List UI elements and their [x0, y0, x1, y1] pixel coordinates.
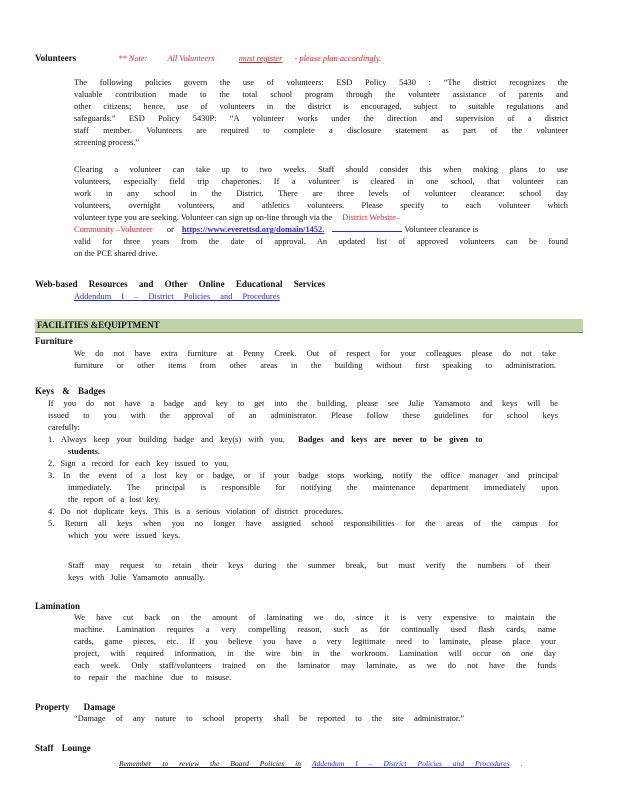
furniture-paragraph [74, 348, 556, 372]
addendum-link-footer[interactable]: Addendum I – District Policies and Procedures [311, 759, 510, 768]
list-item: 5. Return all keys when you no longer have assigned school responsibilities for the areas of the campus for [48, 519, 558, 528]
volunteers-heading-row [35, 52, 595, 65]
text-line: We do not have extra furniture at Penny Creek. Out of respect for your colleagues please do not take [74, 349, 556, 358]
list-item: 3. In the event of a lost key or badge, or if your badge stops working, notify the office manager and principal [48, 471, 558, 480]
list-item-continued: which you were issued keys. [68, 531, 181, 540]
web-resources-link-row [74, 291, 306, 303]
text-segment: volunteer type you are seeking. Volunteer can sign up on-line through via the [74, 213, 333, 222]
text-segment: Remember to review the Board Policies in [119, 759, 302, 768]
text-line: volunteers, especially field trip chaperones. If a volunteer is cleared in one school, that volunteer can [74, 177, 568, 186]
property-damage-paragraph [74, 713, 464, 725]
volunteers-heading: Volunteers [35, 53, 77, 63]
note-end: - please plan accordingly. [294, 54, 382, 63]
text-segment: Badges and keys are never to be given to [298, 435, 483, 444]
text-line: each week. Only staff/volunteers trained on the laminator may laminate, as we do not have the funds [74, 661, 556, 670]
text-line: screening process.” [74, 138, 140, 147]
note-text: All Volunteers [167, 54, 215, 63]
web-resources-title: Web-based Resources and Other Online Educational Services [35, 279, 326, 289]
text-segment: Volunteer clearance is [404, 225, 479, 234]
text-line: other citizens; hence, use of volunteers in the district is encouraged, subject to suitable regulations and [74, 102, 568, 111]
furniture-heading: Furniture [35, 336, 73, 346]
keys-summer-paragraph [68, 560, 550, 584]
list-item: 4. Do not duplicate keys. This is a serious violation of district procedures. [48, 507, 344, 516]
text-line: Clearing a volunteer can take up to two weeks. Staff should consider this when making plans to use [74, 165, 568, 174]
text-line: “Damage of any nature to school property shall be reported to the site administrator.” [74, 714, 464, 723]
text-segment: . [520, 759, 523, 768]
web-resources-heading [35, 278, 375, 291]
text-line: furniture or other items from other areas in the building without first speaking to administration. [74, 361, 556, 370]
facilities-title: FACILITIES &EQUIPTMENT [37, 320, 160, 330]
text-line: valuable contribution made to the total school program through the volunteer assistance of parents and [74, 90, 568, 99]
facilities-section-bar [35, 319, 583, 333]
property-damage-heading: Property Damage [35, 702, 116, 712]
text-segment: or [166, 225, 174, 234]
district-website-link[interactable]: District Website– [342, 213, 401, 222]
text-line: project, with required information, in the wire bin in the workroom. Lamination will occur on one day [74, 649, 556, 658]
community-volunteer-link[interactable]: Community –Volunteer [74, 225, 153, 234]
text-line: to repair the machine due to misuse. [74, 673, 232, 682]
volunteers-policy-paragraph [74, 77, 568, 149]
volunteers-clearing-paragraph [74, 164, 568, 260]
text-line: Staff may request to retain their keys during the summer break, but must verify the numbers of their [68, 561, 550, 570]
text-line: on the PCE shared drive. [74, 249, 158, 258]
text-segment: 1. Always keep your building badge and key(s) with you. [48, 435, 285, 444]
text-line: work in any school in the District. There are three levels of volunteer clearance: school day [74, 189, 568, 198]
text-line: If you do not have a badge and key to get into the building, please see Julie Yamamoto and keys will be [48, 399, 558, 408]
text-line: We have cut back on the amount of laminating we do, since it is very expensive to maintain the [74, 613, 556, 622]
keys-intro-paragraph [48, 398, 558, 434]
board-policies-reminder [119, 758, 523, 770]
text-line: The following policies govern the use of volunteers: ESD Policy 5430 : “The district recognizes the [74, 78, 568, 87]
text-line [74, 212, 568, 224]
lamination-paragraph [74, 612, 556, 684]
text-line: cards, game pieces, etc. If you believe you have a very legitimate need to laminate, please place your [74, 637, 556, 646]
keys-heading: Keys & Badges [35, 386, 106, 396]
text-line: volunteers, overnight volunteers, and athletics volunteers. Please specify to each volunteer which [74, 201, 568, 210]
text-line: carefully: [48, 423, 81, 432]
text-line: machine. Lamination requires a very compelling reason, such as for continually used flash cards, name [74, 625, 556, 634]
text-line: keys with Julie Yamamoto annually. [68, 573, 205, 582]
list-item-continued: immediately. The principal is responsible for notifying the maintenance department immediately upon [68, 483, 558, 492]
link-underline [332, 231, 402, 232]
text-line: staff member. Volunteers are required to complete a disclosure statement as part of the volunteer [74, 126, 568, 135]
lamination-heading: Lamination [35, 601, 81, 611]
list-item-continued: the report of a lost key. [68, 495, 161, 504]
text-line: issued to you with the approval of an administrator. Please follow these guidelines for school keys [48, 411, 558, 420]
text-line: safeguards.” ESD Policy 5430P: “A volunteer works under the direction and supervision of a district [74, 114, 568, 123]
staff-lounge-heading: Staff Lounge [35, 743, 91, 753]
note-prefix: ** Note: [118, 54, 148, 63]
list-item-continued: students. [68, 447, 100, 456]
volunteer-url-link[interactable]: https://www.everettsd.org/domain/1452. [181, 225, 325, 234]
note-must-register: must register [238, 54, 283, 63]
list-item: 2. Sign a record for each key issued to you. [48, 459, 229, 468]
addendum-link[interactable]: Addendum I – District Policies and Procedures [74, 292, 280, 301]
text-line: valid for three years from the date of approval. An updated list of approved volunteers can be found [74, 237, 568, 246]
keys-guidelines-list [48, 434, 558, 542]
list-item [48, 434, 558, 446]
text-line [74, 224, 568, 236]
